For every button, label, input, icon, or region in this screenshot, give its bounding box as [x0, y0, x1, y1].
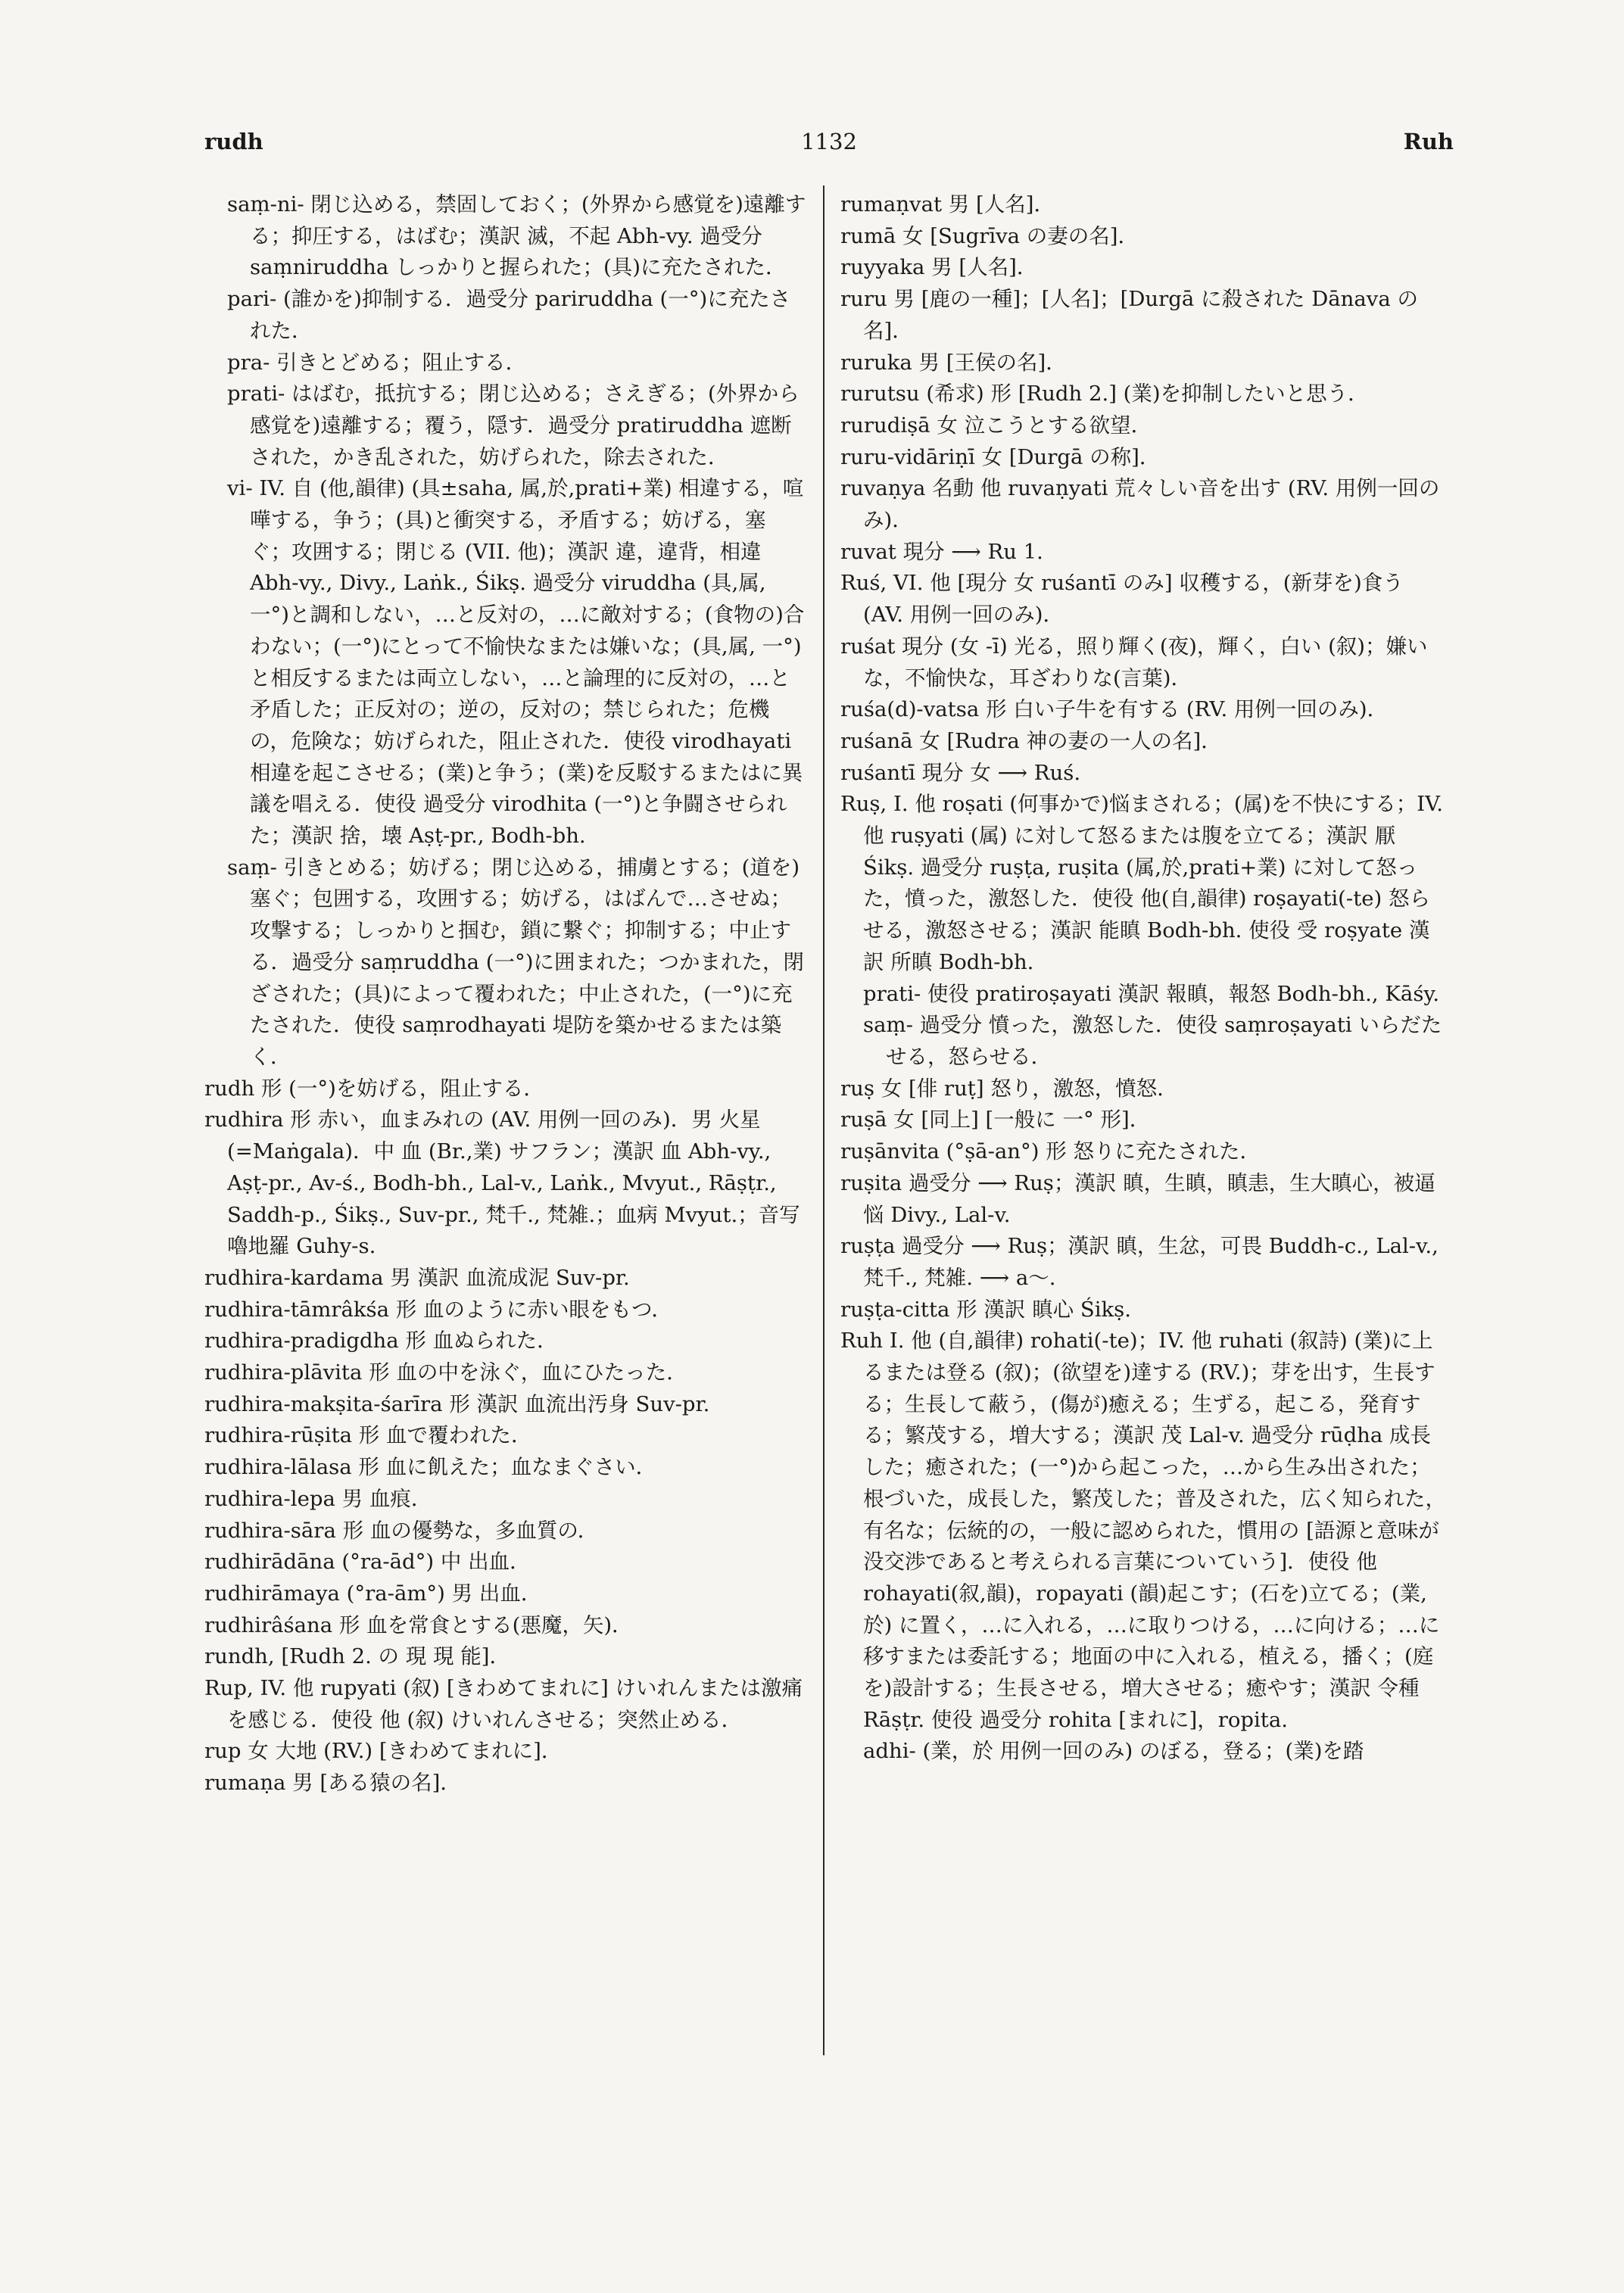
- dictionary-entry: rumaṇa 男 [ある猿の名]．: [204, 1771, 461, 1796]
- dictionary-entry: pari- (誰かを)抑制する．過受分 pariruddha (一°)に充たされた．: [227, 287, 791, 343]
- dictionary-entry: prati- 使役 pratiroṣayati 漢訳 報瞋，報怒 Bodh-bh., Kāśy.: [863, 981, 1440, 1006]
- dictionary-entry: rudh 形 (一°)を妨げる，阻止する．: [204, 1076, 544, 1101]
- dictionary-entry: ruśantī 現分 女 ⟶ Ruś.: [840, 760, 1081, 785]
- dictionary-entry: ruyyaka 男 [人名]．: [840, 255, 1038, 280]
- dictionary-entry: prati- はばむ，抵抗する；閉じ込める；さえぎる；(外界から感覚を)遠離する；覆う，隠す．過受分 pratiruddha 遮断された，かき乱された，妨げられた，除去された．: [227, 382, 800, 469]
- dictionary-entry: saṃ- 過受分 憤った，激怒した．使役 saṃroṣayati いらだたせる，怒らせる．: [863, 1013, 1442, 1069]
- page-number: 1132: [801, 129, 857, 154]
- dictionary-entry: rudhira-tāmrâkśa 形 血のように赤い眼をもつ．: [204, 1297, 672, 1322]
- dictionary-entry: rudhira-lālasa 形 血に飢えた；血なまぐさい．: [204, 1455, 657, 1480]
- dictionary-entry: Ruh I. 他 (自,韻律) rohati(-te)；IV. 他 ruhati (叙詩) (業)に上るまたは登る (叙)；(欲望を)達する (RV.)；芽を出す，生長する；生長して蔽う，(傷が)癒える；生ずる，起こる，発育する；繁茂する，増大する；漢訳 茂 Lal-v. 過受分 rūḍha 成長した；癒された；(一°)から起こった，…から生み出された；根づいた，成長した，繁茂した；普及された，広く知られた，有名な；伝統的の，一般に認められた，慣用の [語源と意味が没交渉であると考えられる言葉についていう]．使役 他 rohayati(叙,韻)，ropayati (韻)起こす；(石を)立てる；(業,於) に置く，…に入れる，…に取りつける，…に向ける；…に移すまたは委託する；地面の中に入れる，植える，播く；(庭を)設計する；生長させる，増大させる；癒やす；漢訳 令種 Rāṣṭr. 使役 過受分 rohita [まれに]，ropita.: [840, 1329, 1446, 1732]
- dictionary-entry: ruśat 現分 (女 -ī) 光る，照り輝く(夜)，輝く，白い (叙)；嫌いな，不愉快な，耳ざわりな(言葉)．: [840, 634, 1428, 690]
- dictionary-entry: pra- 引きとどめる；阻止する．: [227, 350, 527, 375]
- dictionary-entry: ruvat 現分 ⟶ Ru 1.: [840, 539, 1043, 564]
- dictionary-entry: ruṣṭa 過受分 ⟶ Ruṣ；漢訳 瞋，生忿，可畏 Buddh-c., Lal-v., 梵千., 梵雑. ⟶ a〜.: [840, 1234, 1439, 1290]
- dictionary-entry: rudhira-pradigdha 形 血ぬられた．: [204, 1329, 558, 1354]
- dictionary-entry: rudhirāmaya (°ra-ām°) 男 出血．: [204, 1581, 542, 1606]
- header-left-guide-word: rudh: [204, 129, 263, 154]
- dictionary-entry: rudhira 形 赤い，血まみれの (AV. 用例一回のみ)．男 火星 (=Maṅgala)．中 血 (Br.,業) サフラン；漢訳 血 Abh-vy., Aṣṭ-pr., Av-ś., Bodh-bh., Lal-v., Laṅk., Mvyut., Rāṣṭr., Saddh-p., Śikṣ., Suv-pr., 梵千., 梵雑.；血病 Mvyut.；音写 嚕地羅 Guhy-s.: [204, 1108, 800, 1259]
- dictionary-entry: ruru 男 [鹿の一種]；[人名]；[Durgā に殺された Dānava の名]．: [840, 287, 1418, 343]
- dictionary-entry: ruṣānvita (°ṣā-an°) 形 怒りに充たされた．: [840, 1139, 1261, 1164]
- dictionary-entry: rudhira-sāra 形 血の優勢な，多血質の．: [204, 1518, 599, 1543]
- dictionary-entry: Ruṣ, I. 他 roṣati (何事かで)悩まされる；(属)を不快にする；IV. 他 ruṣyati (属) に対して怒るまたは腹を立てる；漢訳 厭 Śikṣ. 過受分 ruṣṭa, ruṣita (属,於,prati+業) に対して怒った，憤った，激怒した．使役 他(自,韻律) roṣayati(-te) 怒らせる，激怒させる；漢訳 能瞋 Bodh-bh. 使役 受 roṣyate 漢訳 所瞋 Bodh-bh.: [840, 792, 1443, 974]
- dictionary-entry: ruśanā 女 [Rudra 神の妻の一人の名]．: [840, 728, 1222, 753]
- dictionary-entry: rudhira-lepa 男 血痕．: [204, 1486, 432, 1511]
- column-divider: [823, 185, 824, 2055]
- dictionary-entry: rundh, [Rudh 2. の 現 現 能]．: [204, 1644, 510, 1669]
- page-header: [204, 129, 1454, 167]
- dictionary-entry: rudhira-makṣita-śarīra 形 漢訳 血流出汚身 Suv-pr.: [204, 1391, 710, 1416]
- dictionary-entry: Rup, IV. 他 rupyati (叙) [きわめてまれに] けいれんまたは激痛を感じる．使役 他 (叙) けいれんさせる；突然止める．: [204, 1676, 803, 1732]
- dictionary-entry: rudhira-rūṣita 形 血で覆われた．: [204, 1423, 532, 1448]
- dictionary-entry: rudhirādāna (°ra-ād°) 中 出血．: [204, 1550, 531, 1575]
- dictionary-entry: ruṣā 女 [同上] [一般に 一° 形]．: [840, 1108, 1151, 1132]
- dictionary-entry: rumā 女 [Sugrīva の妻の名]．: [840, 223, 1139, 248]
- dictionary-entry: vi- IV. 自 (他,韻律) (具±saha, 属,於,prati+業) 相違する，喧嘩する，争う；(具)と衝突する，矛盾する；妨げる，塞ぐ；攻囲する；閉じる (VII. 他)；漢訳 違，違背，相違 Abh-vy., Divy., Laṅk., Śikṣ. 過受分 viruddha (具,属, 一°)と調和しない，…と反対の，…に敵対する；(食物の)合わない；(一°)にとって不愉快なまたは嫌いな；(具,属, 一°)と相反するまたは両立しない，…と論理的に反対の，…と矛盾した；正反対の；逆の，反対の；禁じられた；危機の，危険な；妨げられた，阻止された．使役 virodhayati 相違を起こさせる；(業)と争う；(業)を反駁するまたはに異議を唱える．使役 過受分 virodhita (一°)と争闘させられた；漢訳 捨，壊 Aṣṭ-pr., Bodh-bh.: [227, 476, 805, 849]
- dictionary-entry: ruṣita 過受分 ⟶ Ruṣ；漢訳 瞋，生瞋，瞋恚，生大瞋心，被逼悩 Divy., Lal-v.: [840, 1170, 1435, 1227]
- left-column: [204, 189, 806, 1799]
- dictionary-entry: rurudiṣā 女 泣こうとする欲望．: [840, 413, 1152, 438]
- dictionary-entry: adhi- (業，於 用例一回のみ) のぼる，登る；(業)を踏: [863, 1739, 1364, 1764]
- dictionary-entry: rudhira-plāvita 形 血の中を泳ぐ，血にひたった．: [204, 1360, 687, 1385]
- dictionary-entry: ruṣ 女 [俳 ruṭ] 怒り，激怒，憤怒．: [840, 1076, 1178, 1101]
- dictionary-entry: Ruś, VI. 他 [現分 女 ruśantī のみ] 収穫する，(新芽を)食う (AV. 用例一回のみ)．: [840, 571, 1404, 628]
- dictionary-entry: saṃ-ni- 閉じ込める，禁固しておく；(外界から感覚を)遠離する；抑圧する，はばむ；漢訳 滅，不起 Abh-vy. 過受分 saṃniruddha しっかりと握られた；(具)に充たされた．: [227, 192, 806, 280]
- dictionary-entry: rurutsu (希求) 形 [Rudh 2.] (業)を抑制したいと思う．: [840, 382, 1369, 407]
- dictionary-entry: rup 女 大地 (RV.) [きわめてまれに]．: [204, 1739, 563, 1764]
- header-right-guide-word: Ruh: [1403, 129, 1454, 154]
- dictionary-entry: rudhirâśana 形 血を常食とする(悪魔，矢)．: [204, 1612, 633, 1637]
- dictionary-entry: ruvaṇya 名動 他 ruvaṇyati 荒々しい音を出す (RV. 用例一回のみ)．: [840, 476, 1440, 533]
- dictionary-entry: ruru-vidāriṇī 女 [Durgā の称]．: [840, 444, 1161, 469]
- dictionary-entry: ruruka 男 [王侯の名]．: [840, 350, 1067, 375]
- dictionary-entry: rudhira-kardama 男 漢訳 血流成泥 Suv-pr.: [204, 1265, 630, 1290]
- dictionary-entry: ruṣṭa-citta 形 漢訳 瞋心 Śikṣ.: [840, 1297, 1132, 1322]
- dictionary-entry: rumaṇvat 男 [人名]．: [840, 192, 1055, 217]
- dictionary-entry: ruśa(d)-vatsa 形 白い子牛を有する (RV. 用例一回のみ)．: [840, 697, 1389, 722]
- right-column: [840, 189, 1450, 1768]
- dictionary-entry: saṃ- 引きとめる；妨げる；閉じ込める，捕虜とする；(道を)塞ぐ；包囲する，攻囲する；妨げる，はばんで…させぬ；攻撃する；しっかりと掴む，鎖に繋ぐ；抑制する；中止する．過受分 saṃruddha (一°)に囲まれた；つかまれた，閉ざされた；(具)によって覆われた；中止された，(一°)に充たされた．使役 saṃrodhayati 堤防を築かせるまたは築く．: [227, 855, 804, 1069]
